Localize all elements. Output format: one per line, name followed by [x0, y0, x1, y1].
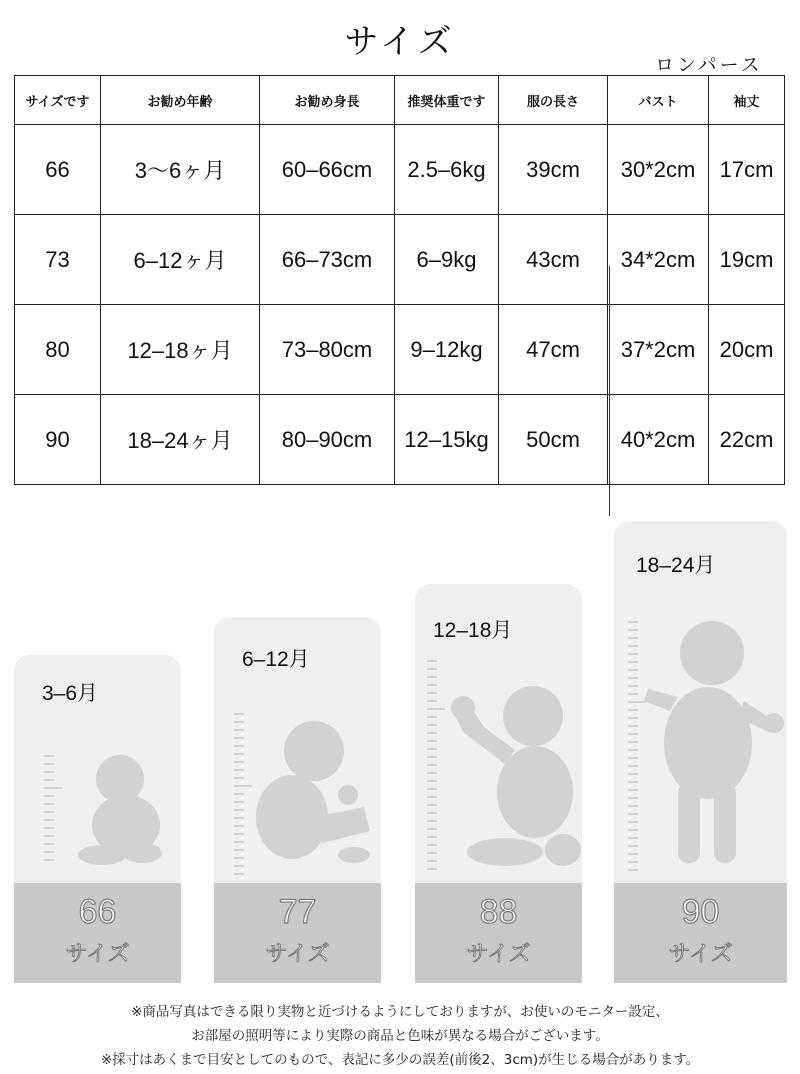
- card-age-label: 12–18月: [433, 619, 513, 642]
- table-cell: 39cm: [499, 125, 608, 215]
- table-cell: 30*2cm: [608, 125, 709, 215]
- size-card-90: [614, 521, 787, 983]
- size-label: サイズ: [668, 942, 733, 967]
- size-card-88: [415, 584, 582, 983]
- table-cell: 18–24ヶ月: [101, 395, 260, 485]
- header-cell: お勧め身長: [260, 76, 395, 125]
- table-cell: 40*2cm: [608, 395, 709, 485]
- table-row: [15, 125, 785, 215]
- standing-toddler-silhouette-icon: [614, 521, 787, 883]
- table-cell: 20cm: [709, 305, 785, 395]
- size-label: サイズ: [466, 942, 531, 967]
- header-cell: 推奨体重です: [395, 76, 499, 125]
- table-cell: 66–73cm: [260, 215, 395, 305]
- card-age-label: 18–24月: [636, 554, 716, 577]
- table-cell: 34*2cm: [608, 215, 709, 305]
- table-cell: 12–18ヶ月: [101, 305, 260, 395]
- card-age-label: 6–12月: [242, 648, 310, 671]
- table-cell: 50cm: [499, 395, 608, 485]
- table-cell: 66: [15, 125, 101, 215]
- size-number: 90: [681, 893, 720, 931]
- header-cell: お勧め年齢: [101, 76, 260, 125]
- size-label: サイズ: [265, 942, 330, 967]
- size-band: [415, 883, 582, 983]
- sitting-baby-silhouette-icon: [214, 617, 381, 883]
- table-row: [15, 215, 785, 305]
- table-cell: 73: [15, 215, 101, 305]
- table-cell: 6–9kg: [395, 215, 499, 305]
- card-age-label: 3–6月: [42, 682, 99, 705]
- page-title: サイズ: [344, 22, 456, 62]
- table-cell: 73–80cm: [260, 305, 395, 395]
- table-header-row: [15, 76, 785, 125]
- size-card-77: [214, 617, 381, 983]
- table-cell: 80: [15, 305, 101, 395]
- sitting-toddler-silhouette-icon: [415, 584, 582, 883]
- table-cell: 12–15kg: [395, 395, 499, 485]
- table-cell: 90: [15, 395, 101, 485]
- table-row: [15, 305, 785, 395]
- size-number: 77: [278, 893, 317, 931]
- table-cell: 22cm: [709, 395, 785, 485]
- disclaimer-line: ※商品写真はできる限り実物と近づけるようにしておりますが、お使いのモニター設定、: [131, 1004, 669, 1020]
- divider-line: [609, 266, 610, 516]
- disclaimer-line: お部屋の照明等により実際の商品と色味が異なる場合がございます。: [191, 1028, 609, 1044]
- size-card-66: [14, 655, 181, 983]
- disclaimer-line: ※採寸はあくまで目安としてのもので、表記に多少の誤差(前後2、3cm)が生じる場合があります。: [100, 1052, 700, 1068]
- table-cell: 37*2cm: [608, 305, 709, 395]
- table-cell: 3〜6ヶ月: [101, 125, 260, 215]
- table-cell: 17cm: [709, 125, 785, 215]
- header-cell: サイズです: [15, 76, 101, 125]
- table-cell: 80–90cm: [260, 395, 395, 485]
- size-number: 66: [78, 893, 117, 931]
- sitting-baby-silhouette-icon: [14, 655, 181, 885]
- table-cell: 6–12ヶ月: [101, 215, 260, 305]
- header-cell: バスト: [608, 76, 709, 125]
- product-type-label: ロンパース: [655, 54, 763, 76]
- table-cell: 19cm: [709, 215, 785, 305]
- size-label: サイズ: [65, 942, 130, 967]
- table-cell: 9–12kg: [395, 305, 499, 395]
- header-cell: 袖丈: [709, 76, 785, 125]
- table-cell: 43cm: [499, 215, 608, 305]
- size-band: [214, 883, 381, 983]
- table-cell: 2.5–6kg: [395, 125, 499, 215]
- table-row: [15, 395, 785, 485]
- size-band: [14, 883, 181, 983]
- table-cell: 60–66cm: [260, 125, 395, 215]
- size-band: [614, 883, 787, 983]
- size-number: 88: [479, 893, 518, 931]
- header-cell: 服の長さ: [499, 76, 608, 125]
- table-cell: 47cm: [499, 305, 608, 395]
- size-table: [14, 75, 785, 485]
